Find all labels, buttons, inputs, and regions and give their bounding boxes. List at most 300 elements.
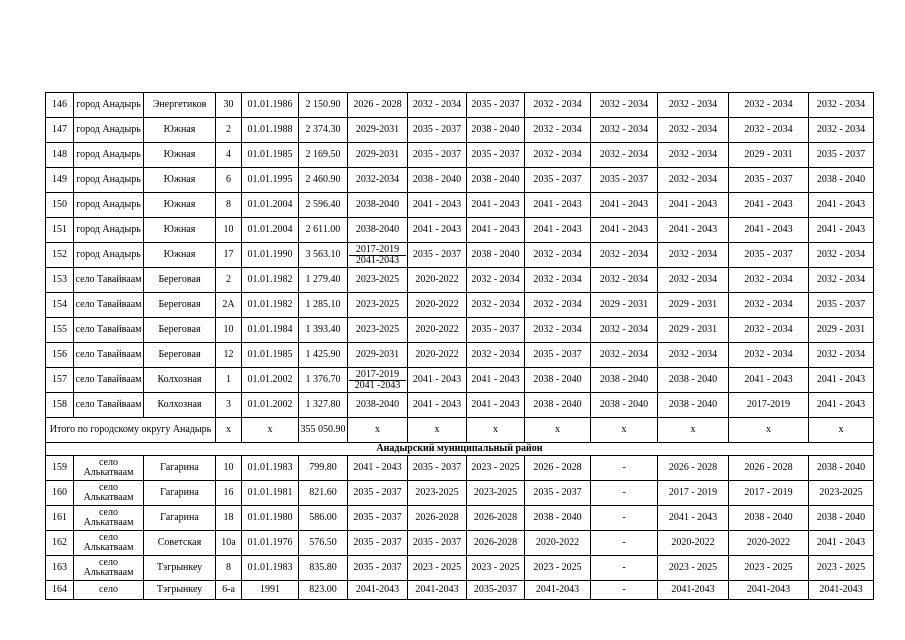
table-cell: город Анадырь	[74, 118, 144, 143]
table-cell: 1 279.40	[299, 268, 348, 293]
table-cell: 2038 - 2040	[658, 393, 729, 418]
table-cell: 2 596.40	[299, 193, 348, 218]
table-row	[46, 456, 874, 481]
table-cell: 2020-2022	[408, 268, 467, 293]
table-cell: 2041 - 2043	[467, 368, 525, 393]
total-cell: х	[408, 418, 467, 443]
table-cell: 2041 - 2043	[658, 193, 729, 218]
table-cell: 2041 - 2043	[525, 193, 591, 218]
total-cell: х	[729, 418, 809, 443]
table-cell: 156	[46, 343, 74, 368]
table-cell: Энергетиков	[144, 93, 216, 118]
table-cell: 2032 - 2034	[809, 93, 874, 118]
table-cell: 01.01.2004	[242, 193, 299, 218]
table-cell: 2035 - 2037	[525, 481, 591, 506]
total-area: 355 050.90	[299, 418, 348, 443]
table-cell: 2041 - 2043	[809, 393, 874, 418]
table-cell: село Тавайваам	[74, 268, 144, 293]
table-cell: 6	[216, 168, 242, 193]
table-cell: 2026-2028	[467, 506, 525, 531]
table-cell: 2023-2025	[809, 481, 874, 506]
total-cell: х	[525, 418, 591, 443]
table-cell: 2 611.00	[299, 218, 348, 243]
table-cell: 2026 - 2028	[729, 456, 809, 481]
table-cell: 2032 - 2034	[467, 293, 525, 318]
table-cell: 2 169.50	[299, 143, 348, 168]
table-cell: 1 327.80	[299, 393, 348, 418]
table-cell: 2 374.30	[299, 118, 348, 143]
table-cell: 2032 - 2034	[658, 93, 729, 118]
table-cell: 2023 - 2025	[467, 456, 525, 481]
table-cell: 2032 - 2034	[591, 118, 658, 143]
table-cell: 150	[46, 193, 74, 218]
table-cell: 01.01.1988	[242, 118, 299, 143]
total-cell: х	[467, 418, 525, 443]
table-cell: 2041-2043	[408, 581, 467, 600]
table-cell: 1 425.90	[299, 343, 348, 368]
table-cell: 2032 - 2034	[658, 143, 729, 168]
table-cell: 10	[216, 218, 242, 243]
table-cell: 2032-2034	[348, 168, 408, 193]
table-cell: Южная	[144, 243, 216, 268]
table-cell: 6-а	[216, 581, 242, 600]
table-row	[46, 93, 874, 118]
table-cell: 2041 - 2043	[591, 193, 658, 218]
table-row	[46, 243, 874, 268]
table-cell: -	[591, 481, 658, 506]
table-cell: 01.01.1980	[242, 506, 299, 531]
table-cell: Гагарина	[144, 506, 216, 531]
table-cell: 2035 - 2037	[348, 531, 408, 556]
table-cell: 2032 - 2034	[809, 343, 874, 368]
table-cell: город Анадырь	[74, 193, 144, 218]
section-heading: Анадырский муниципальный район	[46, 443, 874, 456]
table-cell: 2041 - 2043	[729, 193, 809, 218]
table-cell: 2	[216, 268, 242, 293]
table-cell: 2020-2022	[408, 343, 467, 368]
table-cell: 2029 - 2031	[809, 318, 874, 343]
table-cell: -	[591, 506, 658, 531]
table-cell: 2032 - 2034	[525, 243, 591, 268]
table-cell: 2041 - 2043	[348, 456, 408, 481]
table-cell: 2023-2025	[348, 318, 408, 343]
table-cell: 2041 - 2043	[467, 393, 525, 418]
table-cell: 821.60	[299, 481, 348, 506]
table-cell: 2026-2028	[408, 506, 467, 531]
table-cell: 2029-2031	[348, 143, 408, 168]
table-cell: 2041 - 2043	[591, 218, 658, 243]
table-cell: село Тавайваам	[74, 368, 144, 393]
table-cell: 01.01.2002	[242, 368, 299, 393]
table-cell: 2041 - 2043	[408, 193, 467, 218]
table-cell: Гагарина	[144, 456, 216, 481]
table-cell: 2038 - 2040	[525, 506, 591, 531]
table-cell: 2 460.90	[299, 168, 348, 193]
table-cell: 2020-2022	[408, 318, 467, 343]
table-cell: 2023 - 2025	[467, 556, 525, 581]
table-cell: 2	[216, 118, 242, 143]
table-cell: 2А	[216, 293, 242, 318]
table-cell: 2041 - 2043	[809, 368, 874, 393]
table-cell: 2032 - 2034	[591, 143, 658, 168]
table-cell: 2041 - 2043	[408, 218, 467, 243]
table-cell: 1 285.10	[299, 293, 348, 318]
table-cell: 2038 - 2040	[525, 393, 591, 418]
split-value: 2017-2019	[355, 243, 400, 255]
table-cell: 576.50	[299, 531, 348, 556]
table-cell: 2032 - 2034	[729, 343, 809, 368]
table-cell: 2041 - 2043	[658, 506, 729, 531]
table-cell: 2035 - 2037	[348, 556, 408, 581]
table-cell: Береговая	[144, 293, 216, 318]
table-cell: 2032 - 2034	[658, 268, 729, 293]
table-cell: 10	[216, 456, 242, 481]
table-cell: 8	[216, 193, 242, 218]
table-cell: 2038 - 2040	[525, 368, 591, 393]
table-cell: Южная	[144, 118, 216, 143]
table-cell: город Анадырь	[74, 168, 144, 193]
table-cell: 2023 - 2025	[525, 556, 591, 581]
table-cell: 2032 - 2034	[525, 93, 591, 118]
table-cell: 2032 - 2034	[729, 293, 809, 318]
table-cell: 2041 - 2043	[729, 368, 809, 393]
table-cell: 4	[216, 143, 242, 168]
table-cell: 2032 - 2034	[525, 118, 591, 143]
table-cell: 2041 - 2043	[809, 218, 874, 243]
table-cell: 2035 - 2037	[467, 93, 525, 118]
table-cell: 01.01.1995	[242, 168, 299, 193]
table-cell: 158	[46, 393, 74, 418]
table-cell: 2023 - 2025	[729, 556, 809, 581]
table-cell: 2038 - 2040	[467, 168, 525, 193]
table-cell: 01.01.2004	[242, 218, 299, 243]
table-cell: 10	[216, 318, 242, 343]
table-cell: 147	[46, 118, 74, 143]
table-cell: 2026 - 2028	[658, 456, 729, 481]
table-row	[46, 143, 874, 168]
table-cell: 2041 - 2043	[408, 393, 467, 418]
table-cell: 2026 - 2028	[525, 456, 591, 481]
table-cell: 2041 - 2043	[809, 531, 874, 556]
table-cell: 2029 - 2031	[658, 293, 729, 318]
table-cell: город Анадырь	[74, 243, 144, 268]
table-cell: 152	[46, 243, 74, 268]
table-cell: 2029-2031	[348, 118, 408, 143]
table-cell: 2032 - 2034	[809, 268, 874, 293]
table-cell: 2023 - 2025	[408, 556, 467, 581]
table-cell: 01.01.1985	[242, 143, 299, 168]
table-cell: село Алькатваам	[74, 556, 144, 581]
table-cell: 2029-2031	[348, 343, 408, 368]
table-cell: 163	[46, 556, 74, 581]
table-cell: 2035 - 2037	[809, 293, 874, 318]
table-row	[46, 218, 874, 243]
table-cell	[348, 368, 408, 393]
table-row	[46, 556, 874, 581]
table-cell: 2032 - 2034	[658, 343, 729, 368]
table-cell: 2038 - 2040	[408, 168, 467, 193]
table-body-last	[46, 581, 874, 600]
table-cell: 01.01.1990	[242, 243, 299, 268]
table-cell: Береговая	[144, 268, 216, 293]
table-cell: 01.01.1985	[242, 343, 299, 368]
table-cell: село Алькатваам	[74, 531, 144, 556]
table-cell: 2035 - 2037	[729, 168, 809, 193]
total-cell: х	[216, 418, 242, 443]
table-cell: 2041-2043	[348, 581, 408, 600]
table-cell: 2038 - 2040	[809, 168, 874, 193]
table-cell: село Тавайваам	[74, 343, 144, 368]
table-cell: 2020-2022	[408, 293, 467, 318]
section-row	[46, 443, 874, 456]
table-cell: 01.01.1982	[242, 268, 299, 293]
table-cell: 2041-2043	[525, 581, 591, 600]
table-cell: 2032 - 2034	[591, 243, 658, 268]
table-cell: 157	[46, 368, 74, 393]
table-row	[46, 506, 874, 531]
table-row	[46, 581, 874, 600]
table-cell: 2041-2043	[729, 581, 809, 600]
table-cell: 1 376.70	[299, 368, 348, 393]
table-cell: 2017 - 2019	[729, 481, 809, 506]
table-cell: 2038 - 2040	[658, 368, 729, 393]
table-cell: 2041 - 2043	[658, 218, 729, 243]
table-body-district	[46, 456, 874, 581]
table-cell: 1991	[242, 581, 299, 600]
table-cell: Береговая	[144, 343, 216, 368]
table-cell: 2029 - 2031	[658, 318, 729, 343]
total-label: Итого по городскому округу Анадырь	[46, 418, 216, 443]
table-cell: Тэгрынкеу	[144, 556, 216, 581]
table-cell: 2032 - 2034	[525, 318, 591, 343]
total-row	[46, 418, 874, 443]
table-cell: 18	[216, 506, 242, 531]
table-cell: 2035 - 2037	[467, 143, 525, 168]
table-row	[46, 118, 874, 143]
table-cell: 01.01.1982	[242, 293, 299, 318]
table-row	[46, 268, 874, 293]
table-cell: Южная	[144, 168, 216, 193]
table-cell: 2038 - 2040	[809, 456, 874, 481]
table-cell: 2020-2022	[658, 531, 729, 556]
table-cell: 01.01.1983	[242, 456, 299, 481]
table-row	[46, 481, 874, 506]
table-cell: 10а	[216, 531, 242, 556]
table-cell: село Алькатваам	[74, 456, 144, 481]
table-cell: 2032 - 2034	[408, 93, 467, 118]
table-cell: 159	[46, 456, 74, 481]
table-cell: 161	[46, 506, 74, 531]
table-cell: 2035 - 2037	[408, 531, 467, 556]
table-cell: 2020-2022	[525, 531, 591, 556]
table-row	[46, 168, 874, 193]
table-cell: 2035 - 2037	[408, 456, 467, 481]
table-cell: 146	[46, 93, 74, 118]
table-cell: Гагарина	[144, 481, 216, 506]
table-cell: 799.80	[299, 456, 348, 481]
total-cell: х	[658, 418, 729, 443]
table-cell: 2041 - 2043	[525, 218, 591, 243]
table-cell: 149	[46, 168, 74, 193]
table-cell: Колхозная	[144, 393, 216, 418]
table-cell: -	[591, 531, 658, 556]
table-cell: 2023 - 2025	[809, 556, 874, 581]
table-cell: 2032 - 2034	[591, 343, 658, 368]
table-cell: 01.01.1984	[242, 318, 299, 343]
table-cell: 2020-2022	[729, 531, 809, 556]
table-cell: город Анадырь	[74, 143, 144, 168]
table-cell: 2032 - 2034	[729, 318, 809, 343]
table-cell: 1	[216, 368, 242, 393]
table-cell: село	[74, 581, 144, 600]
table-cell: 2035-2037	[467, 581, 525, 600]
total-cell: х	[242, 418, 299, 443]
table-cell: 2038 - 2040	[467, 118, 525, 143]
table-cell: 2032 - 2034	[525, 293, 591, 318]
table-cell: 2017 - 2019	[658, 481, 729, 506]
table-cell: 2035 - 2037	[729, 243, 809, 268]
table-cell: 2038 - 2040	[809, 506, 874, 531]
table-cell: 2035 - 2037	[408, 243, 467, 268]
table-cell: 2032 - 2034	[591, 318, 658, 343]
table-cell: 151	[46, 218, 74, 243]
table-cell: 586.00	[299, 506, 348, 531]
table-cell: 2032 - 2034	[591, 93, 658, 118]
table-cell: 2038 - 2040	[591, 393, 658, 418]
table-cell: село Алькатваам	[74, 506, 144, 531]
table-cell: 155	[46, 318, 74, 343]
table-cell: 2032 - 2034	[658, 168, 729, 193]
table-cell: 2038-2040	[348, 193, 408, 218]
table-cell: село Алькатваам	[74, 481, 144, 506]
table-cell: 2035 - 2037	[591, 168, 658, 193]
split-value: 2041-2043	[349, 255, 406, 266]
table-cell: 164	[46, 581, 74, 600]
table-cell: 2032 - 2034	[729, 118, 809, 143]
split-value: 2017-2019	[355, 368, 400, 380]
table-cell: 2026 - 2028	[348, 93, 408, 118]
table-cell: 162	[46, 531, 74, 556]
schedule-table	[45, 92, 874, 600]
table-cell: 2023-2025	[467, 481, 525, 506]
table-row	[46, 293, 874, 318]
table-row	[46, 318, 874, 343]
table-cell: 8	[216, 556, 242, 581]
table-cell: 2032 - 2034	[809, 118, 874, 143]
total-cell: х	[348, 418, 408, 443]
table-cell: 16	[216, 481, 242, 506]
table-cell: город Анадырь	[74, 218, 144, 243]
table-row	[46, 531, 874, 556]
table-cell: город Анадырь	[74, 93, 144, 118]
table-cell: 2029 - 2031	[591, 293, 658, 318]
table-cell: 2017-2019	[729, 393, 809, 418]
table-cell: 835.80	[299, 556, 348, 581]
table-cell: 12	[216, 343, 242, 368]
table-cell: 154	[46, 293, 74, 318]
table-cell: 2032 - 2034	[525, 143, 591, 168]
table-cell: 153	[46, 268, 74, 293]
table-cell: село Тавайваам	[74, 293, 144, 318]
table-cell: 2041 - 2043	[809, 193, 874, 218]
table-cell: 2023-2025	[348, 293, 408, 318]
table-cell: Советская	[144, 531, 216, 556]
table-cell: Южная	[144, 218, 216, 243]
split-value: 2041 -2043	[349, 380, 406, 391]
table-cell: 2041 - 2043	[408, 368, 467, 393]
table-cell: 2035 - 2037	[408, 143, 467, 168]
table-cell: 17	[216, 243, 242, 268]
table-cell: Южная	[144, 143, 216, 168]
table-cell: Береговая	[144, 318, 216, 343]
table-cell: 2035 - 2037	[525, 343, 591, 368]
table-cell: 160	[46, 481, 74, 506]
table-cell: 2032 - 2034	[467, 268, 525, 293]
table-cell: 2032 - 2034	[467, 343, 525, 368]
table-cell	[348, 243, 408, 268]
table-cell: 2023-2025	[348, 268, 408, 293]
table-cell: 2041 - 2043	[467, 218, 525, 243]
table-cell: 2035 - 2037	[809, 143, 874, 168]
table-cell: 2026-2028	[467, 531, 525, 556]
table-cell: 2032 - 2034	[809, 243, 874, 268]
table-cell: Тэгрынкеу	[144, 581, 216, 600]
table-row	[46, 343, 874, 368]
table-cell: 2 150.90	[299, 93, 348, 118]
table-cell: 2032 - 2034	[729, 268, 809, 293]
total-cell: х	[809, 418, 874, 443]
table-cell: 2032 - 2034	[525, 268, 591, 293]
table-body-city	[46, 93, 874, 418]
table-row	[46, 393, 874, 418]
table-cell: 2038 - 2040	[729, 506, 809, 531]
table-cell: 2041-2043	[809, 581, 874, 600]
table-cell: 1 393.40	[299, 318, 348, 343]
table-cell: 2023-2025	[408, 481, 467, 506]
table-cell: 2035 - 2037	[408, 118, 467, 143]
table-cell: 2038-2040	[348, 218, 408, 243]
table-cell: -	[591, 581, 658, 600]
table-cell: село Тавайваам	[74, 393, 144, 418]
table-cell: село Тавайваам	[74, 318, 144, 343]
table-cell: 01.01.1981	[242, 481, 299, 506]
table-cell: 01.01.2002	[242, 393, 299, 418]
table-cell: -	[591, 456, 658, 481]
table-cell: 2038-2040	[348, 393, 408, 418]
table-cell: 2035 - 2037	[525, 168, 591, 193]
table-row	[46, 193, 874, 218]
table-cell: 2032 - 2034	[729, 93, 809, 118]
table-cell: 2032 - 2034	[658, 118, 729, 143]
table-cell: 2038 - 2040	[467, 243, 525, 268]
table-cell: 148	[46, 143, 74, 168]
table-cell: -	[591, 556, 658, 581]
table-cell: 2035 - 2037	[348, 481, 408, 506]
table-cell: 01.01.1983	[242, 556, 299, 581]
table-cell: 2032 - 2034	[591, 268, 658, 293]
table-cell: Колхозная	[144, 368, 216, 393]
table-cell: 823.00	[299, 581, 348, 600]
table-cell: 2041 - 2043	[729, 218, 809, 243]
table-cell: 2023 - 2025	[658, 556, 729, 581]
table-cell: 30	[216, 93, 242, 118]
table-cell: 3	[216, 393, 242, 418]
table-cell: 01.01.1976	[242, 531, 299, 556]
table-cell: 2035 - 2037	[348, 506, 408, 531]
table-cell: 3 563.10	[299, 243, 348, 268]
table-cell: 2032 - 2034	[658, 243, 729, 268]
total-cell: х	[591, 418, 658, 443]
